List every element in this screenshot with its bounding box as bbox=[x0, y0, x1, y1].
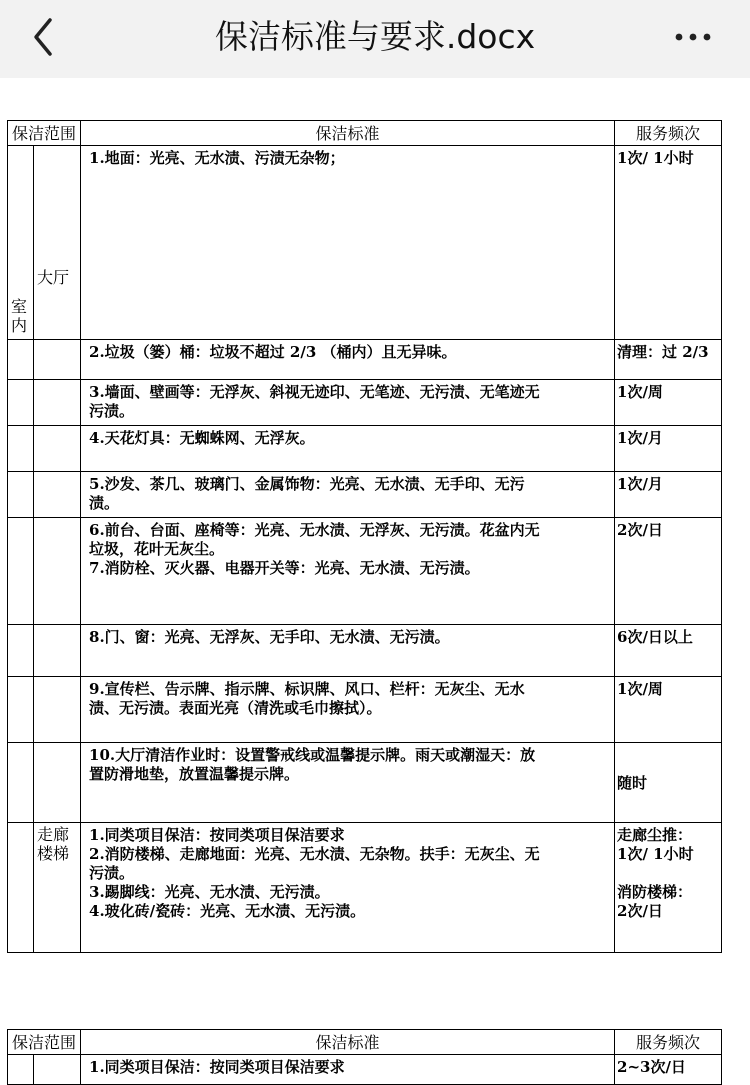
standard-cell bbox=[81, 823, 615, 953]
header-frequency: 服务频次 bbox=[615, 121, 722, 146]
empty-cell bbox=[8, 1055, 34, 1085]
header-standard: 保洁标准 bbox=[81, 121, 615, 146]
frequency-cell bbox=[615, 380, 722, 426]
more-options-button[interactable] bbox=[674, 22, 714, 52]
frequency-spacer bbox=[617, 864, 719, 883]
empty-cell bbox=[8, 340, 34, 380]
frequency-line: 1次/ 1小时 bbox=[617, 845, 694, 863]
empty-cell bbox=[34, 426, 81, 472]
section-label-lobby bbox=[34, 146, 81, 340]
empty-cell bbox=[8, 625, 34, 677]
frequency-line: 随时 bbox=[617, 773, 648, 792]
standard-line: 5.沙发、茶几、玻璃门、金属饰物：光亮、无水渍、无手印、无污 bbox=[89, 475, 525, 493]
table-row bbox=[8, 380, 722, 426]
empty-cell bbox=[34, 380, 81, 426]
cleaning-standards-table-continued bbox=[7, 1029, 722, 1085]
empty-cell bbox=[8, 518, 34, 625]
more-horizontal-icon bbox=[674, 22, 714, 52]
table-row bbox=[8, 340, 722, 380]
frequency-line: 1次/周 bbox=[617, 680, 663, 698]
section-label-corridor-text: 走廊楼梯 bbox=[37, 825, 70, 863]
standard-cell bbox=[81, 518, 615, 625]
standard-cell bbox=[81, 146, 615, 340]
frequency-line: 1次/月 bbox=[617, 429, 663, 447]
standard-line: 1.同类项目保洁：按同类项目保洁要求 bbox=[89, 826, 345, 844]
header-frequency: 服务频次 bbox=[615, 1030, 722, 1055]
standard-line: 8.门、窗：光亮、无浮灰、无手印、无水渍、无污渍。 bbox=[89, 628, 450, 646]
standard-line: 2.垃圾（篓）桶：垃圾不超过 2/3 （桶内）且无异味。 bbox=[89, 343, 457, 361]
empty-cell bbox=[34, 518, 81, 625]
standard-cell bbox=[81, 743, 615, 823]
section-label-lobby-text: 大厅 bbox=[37, 268, 70, 287]
empty-cell bbox=[8, 823, 34, 953]
standard-line: 垃圾，花叶无灰尘。 bbox=[89, 540, 225, 558]
table-row bbox=[8, 823, 722, 953]
standard-line: 1.地面：光亮、无水渍、污渍无杂物； bbox=[89, 149, 345, 167]
standard-line: 4.天花灯具：无蜘蛛网、无浮灰。 bbox=[89, 429, 315, 447]
frequency-cell bbox=[615, 823, 722, 953]
chevron-left-icon bbox=[28, 14, 68, 60]
standard-line: 3.墙面、壁画等：无浮灰、斜视无迹印、无笔迹、无污渍、无笔迹无 bbox=[89, 383, 540, 401]
header-scope: 保洁范围 bbox=[8, 121, 81, 146]
frequency-line: 1次/周 bbox=[617, 383, 663, 401]
standard-line: 渍。 bbox=[89, 494, 120, 512]
table-row bbox=[8, 146, 722, 340]
header-scope: 保洁范围 bbox=[8, 1030, 81, 1055]
frequency-line: 2次/日 bbox=[617, 521, 663, 539]
standard-cell bbox=[81, 472, 615, 518]
standard-cell bbox=[81, 426, 615, 472]
table-row bbox=[8, 518, 722, 625]
frequency-line: 6次/日以上 bbox=[617, 628, 693, 646]
table-row bbox=[8, 625, 722, 677]
empty-cell bbox=[8, 677, 34, 743]
empty-cell bbox=[34, 1055, 81, 1085]
frequency-line: 走廊尘推： bbox=[617, 826, 693, 844]
table-row bbox=[8, 743, 722, 823]
standard-cell bbox=[81, 677, 615, 743]
frequency-cell bbox=[615, 426, 722, 472]
section-label-corridor bbox=[34, 823, 81, 953]
standard-line: 4.玻化砖/瓷砖：光亮、无水渍、无污渍。 bbox=[89, 902, 366, 920]
standard-line: 置防滑地垫，放置温馨提示牌。 bbox=[89, 765, 300, 783]
frequency-cell bbox=[615, 677, 722, 743]
table-header-row bbox=[8, 121, 722, 146]
empty-cell bbox=[8, 426, 34, 472]
empty-cell bbox=[34, 743, 81, 823]
table-row bbox=[8, 1055, 722, 1085]
frequency-cell bbox=[615, 743, 722, 823]
table-row bbox=[8, 677, 722, 743]
top-bar bbox=[0, 0, 750, 78]
frequency-line: 2~3次/日 bbox=[617, 1058, 686, 1076]
frequency-cell bbox=[615, 625, 722, 677]
standard-line: 渍、无污渍。表面光亮（清洗或毛巾擦拭）。 bbox=[89, 699, 382, 717]
frequency-cell bbox=[615, 1055, 722, 1085]
header-standard: 保洁标准 bbox=[81, 1030, 615, 1055]
frequency-line: 消防楼梯： bbox=[617, 883, 693, 901]
table-row bbox=[8, 472, 722, 518]
standard-line: 9.宣传栏、告示牌、指示牌、标识牌、风口、栏杆：无灰尘、无水 bbox=[89, 680, 525, 698]
standard-cell bbox=[81, 380, 615, 426]
empty-cell bbox=[8, 472, 34, 518]
frequency-line: 1次/月 bbox=[617, 475, 663, 493]
standard-cell bbox=[81, 625, 615, 677]
table-header-row bbox=[8, 1030, 722, 1055]
empty-cell bbox=[34, 472, 81, 518]
standard-line: 3.踢脚线：光亮、无水渍、无污渍。 bbox=[89, 883, 330, 901]
standard-line: 1.同类项目保洁：按同类项目保洁要求 bbox=[89, 1058, 345, 1076]
frequency-line: 1次/ 1小时 bbox=[617, 149, 694, 167]
empty-cell bbox=[34, 677, 81, 743]
group-label-indoor: 室内 bbox=[8, 146, 34, 340]
frequency-cell bbox=[615, 472, 722, 518]
back-button[interactable] bbox=[28, 14, 68, 60]
empty-cell bbox=[34, 340, 81, 380]
cleaning-standards-table bbox=[7, 120, 722, 953]
standard-cell bbox=[81, 340, 615, 380]
standard-line: 7.消防栓、灭火器、电器开关等：光亮、无水渍、无污渍。 bbox=[89, 559, 480, 577]
standard-line: 污渍。 bbox=[89, 402, 135, 420]
frequency-cell bbox=[615, 146, 722, 340]
empty-cell bbox=[34, 625, 81, 677]
table-row bbox=[8, 426, 722, 472]
standard-cell bbox=[81, 1055, 615, 1085]
frequency-cell bbox=[615, 518, 722, 625]
frequency-line: 清理：过 2/3 bbox=[617, 343, 709, 361]
empty-cell bbox=[8, 380, 34, 426]
standard-line: 污渍。 bbox=[89, 864, 135, 882]
frequency-line: 2次/日 bbox=[617, 902, 663, 920]
document-title: 保洁标准与要求.docx bbox=[214, 17, 536, 56]
standard-line: 2.消防楼梯、走廊地面：光亮、无水渍、无杂物。扶手：无灰尘、无 bbox=[89, 845, 540, 863]
standard-line: 10.大厅清洁作业时：设置警戒线或温馨提示牌。雨天或潮湿天：放 bbox=[89, 746, 536, 764]
frequency-cell bbox=[615, 340, 722, 380]
standard-line: 6.前台、台面、座椅等：光亮、无水渍、无浮灰、无污渍。花盆内无 bbox=[89, 521, 540, 539]
empty-cell bbox=[8, 743, 34, 823]
